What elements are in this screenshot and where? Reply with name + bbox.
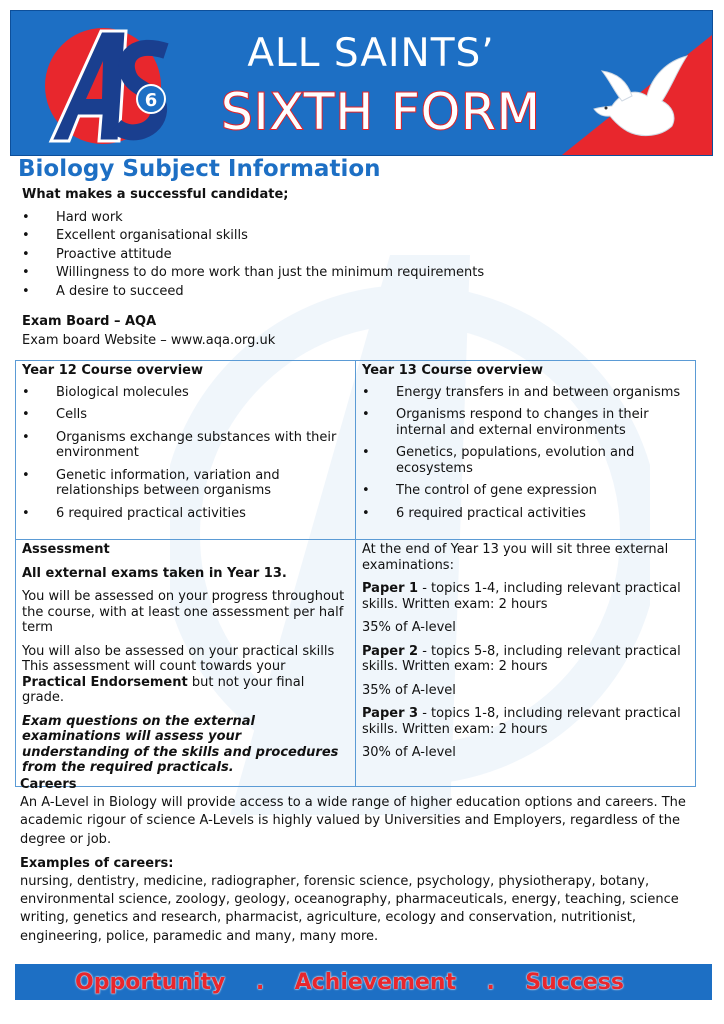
assessment-progress-text: You will be assessed on your progress throughout the course, with at least one assessment per half term: [22, 589, 345, 635]
list-item: • Proactive attitude: [22, 246, 484, 264]
year12-heading: Year 12 Course overview: [22, 363, 203, 378]
course-table: [15, 360, 696, 787]
subject-title: Biology Subject Information: [18, 156, 381, 182]
exams-intro: At the end of Year 13 you will sit three external examinations:: [362, 542, 669, 573]
list-item: • Biological molecules: [22, 385, 349, 401]
assessment-cell: [16, 540, 356, 787]
paper-2-weight: 35% of A-level: [362, 682, 456, 698]
footer-opportunity: Opportunity: [75, 969, 226, 995]
assessment-heading: Assessment: [22, 542, 110, 557]
careers-text: An A-Level in Biology will provide access to a wide range of higher education options and careers. The academic rigour of science A-Levels is highly valued by Universities and Employers, regardless of the degree or job.: [20, 795, 686, 847]
footer-success: Success: [525, 969, 624, 995]
candidate-traits-list: [22, 209, 484, 301]
dove-icon: [592, 51, 692, 141]
list-item: • 6 required practical activities: [22, 506, 349, 522]
list-item: • Organisms exchange substances with their environment: [22, 430, 349, 461]
svg-text:6: 6: [144, 90, 158, 111]
careers-examples-heading: Examples of careers:: [20, 855, 174, 871]
exam-board-label: Exam Board – AQA: [22, 314, 157, 329]
practical-endorsement: Practical Endorsement: [22, 674, 188, 690]
assessment-note: Exam questions on the external examinations will assess your understanding of the skills and procedures from the required practicals.: [22, 713, 339, 775]
list-item: • Organisms respond to changes in their internal and external environments: [362, 407, 689, 438]
footer-achievement: Achievement: [294, 969, 457, 995]
list-item: • Cells: [22, 407, 349, 423]
careers-examples: nursing, dentistry, medicine, radiographer, forensic science, psychology, physiotherapy, botany, environmental science, zoology, geology, oceanography, pharmaceuticals, energy, teaching, science writing, genetics and research, pharmacist, agriculture, ecology and conservation, nutritionist, engineering, police, paramedic and many, many more.: [20, 874, 679, 944]
list-item: • Willingness to do more work than just the minimum requirements: [22, 264, 484, 282]
exam-board-website: Exam board Website – www.aqa.org.uk: [22, 333, 276, 348]
list-item: • 6 required practical activities: [362, 506, 689, 522]
year13-cell: [356, 361, 696, 540]
paper-3: Paper 3 - topics 1-8, including relevant practical skills. Written exam: 2 hours: [362, 706, 681, 737]
list-item: • Genetic information, variation and relationships between organisms: [22, 468, 349, 499]
list-item: • Excellent organisational skills: [22, 227, 484, 245]
footer-banner: [15, 964, 712, 1000]
paper-3-weight: 30% of A-level: [362, 745, 456, 760]
careers-heading: Careers: [20, 777, 77, 792]
paper-1-weight: 35% of A-level: [362, 620, 456, 635]
assessment-practical-text: You will also be assessed on your practical skills This assessment will count towards your Practical Endorsement but not your final grade.: [22, 643, 335, 705]
year13-list: [362, 385, 689, 522]
sixth-form-title: SIXTH FORM: [221, 83, 541, 141]
list-item: • Hard work: [22, 209, 484, 227]
list-item: • Energy transfers in and between organisms: [362, 385, 689, 401]
candidate-heading: What makes a successful candidate;: [22, 187, 289, 202]
list-item: • Genetics, populations, evolution and ecosystems: [362, 445, 689, 476]
year12-list: [22, 385, 349, 522]
year12-cell: [16, 361, 356, 540]
year13-heading: Year 13 Course overview: [362, 363, 543, 378]
header-banner: [10, 10, 713, 156]
exams-cell: [356, 540, 696, 787]
paper-1: Paper 1 - topics 1-4, including relevant practical skills. Written exam: 2 hours: [362, 581, 681, 612]
assessment-subheading: All external exams taken in Year 13.: [22, 565, 287, 581]
as6-logo: [31, 21, 176, 151]
footer-dot: .: [255, 969, 265, 995]
careers-section: [20, 776, 700, 946]
footer-dot: .: [486, 969, 495, 995]
list-item: • A desire to succeed: [22, 283, 484, 301]
school-name: ALL SAINTS’: [247, 31, 495, 76]
exam-board-box: [15, 305, 695, 361]
paper-2: Paper 2 - topics 5-8, including relevant practical skills. Written exam: 2 hours: [362, 643, 681, 674]
list-item: • The control of gene expression: [362, 483, 689, 499]
